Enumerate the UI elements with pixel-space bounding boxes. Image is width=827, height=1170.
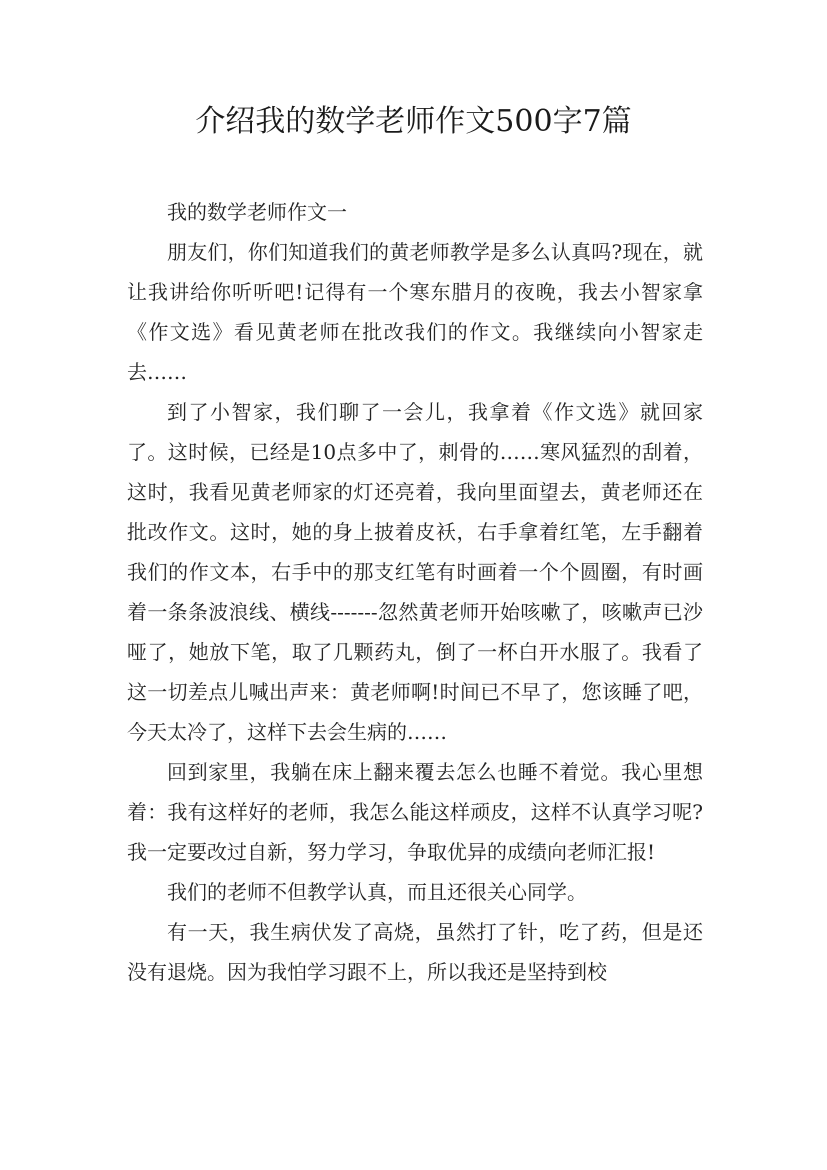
- paragraph: 朋友们，你们知道我们的黄老师教学是多么认真吗?现在，就让我讲给你听听吧!记得有一个寒东腊月的夜晚，我去小智家拿《作文选》看见黄老师在批改我们的作文。我继续向小智家走去……: [127, 240, 703, 384]
- section-heading: 我的数学老师作文一: [167, 200, 347, 224]
- paragraph: 回到家里，我躺在床上翻来覆去怎么也睡不着觉。我心里想着：我有这样好的老师，我怎么能这样顽皮，这样不认真学习呢?我一定要改过自新，努力学习，争取优异的成绩向老师汇报!: [127, 760, 703, 864]
- paragraph: 到了小智家，我们聊了一会儿，我拿着《作文选》就回家了。这时候，已经是10点多中了，刺骨的……寒风猛烈的刮着，这时，我看见黄老师家的灯还亮着，我向里面望去，黄老师还在批改作文。这时，她的身上披着皮袄，右手拿着红笔，左手翻着我们的作文本，右手中的那支红笔有时画着一个个圆圈，有时画着一条条波浪线、横线-------忽然黄老师开始咳嗽了，咳嗽声已沙哑了，她放下笔，取了几颗药丸，倒了一杯白开水服了。我看了这一切差点儿喊出声来：黄老师啊!时间已不早了，您该睡了吧，今天太冷了，这样下去会生病的……: [127, 400, 703, 744]
- paragraph: 有一天，我生病伏发了高烧，虽然打了针，吃了药，但是还没有退烧。因为我怕学习跟不上，所以我还是坚持到校: [127, 920, 703, 984]
- document-title: 介绍我的数学老师作文500字7篇: [195, 104, 632, 139]
- document-body: [127, 192, 703, 992]
- paragraph: 我们的老师不但教学认真，而且还很关心同学。: [167, 880, 587, 904]
